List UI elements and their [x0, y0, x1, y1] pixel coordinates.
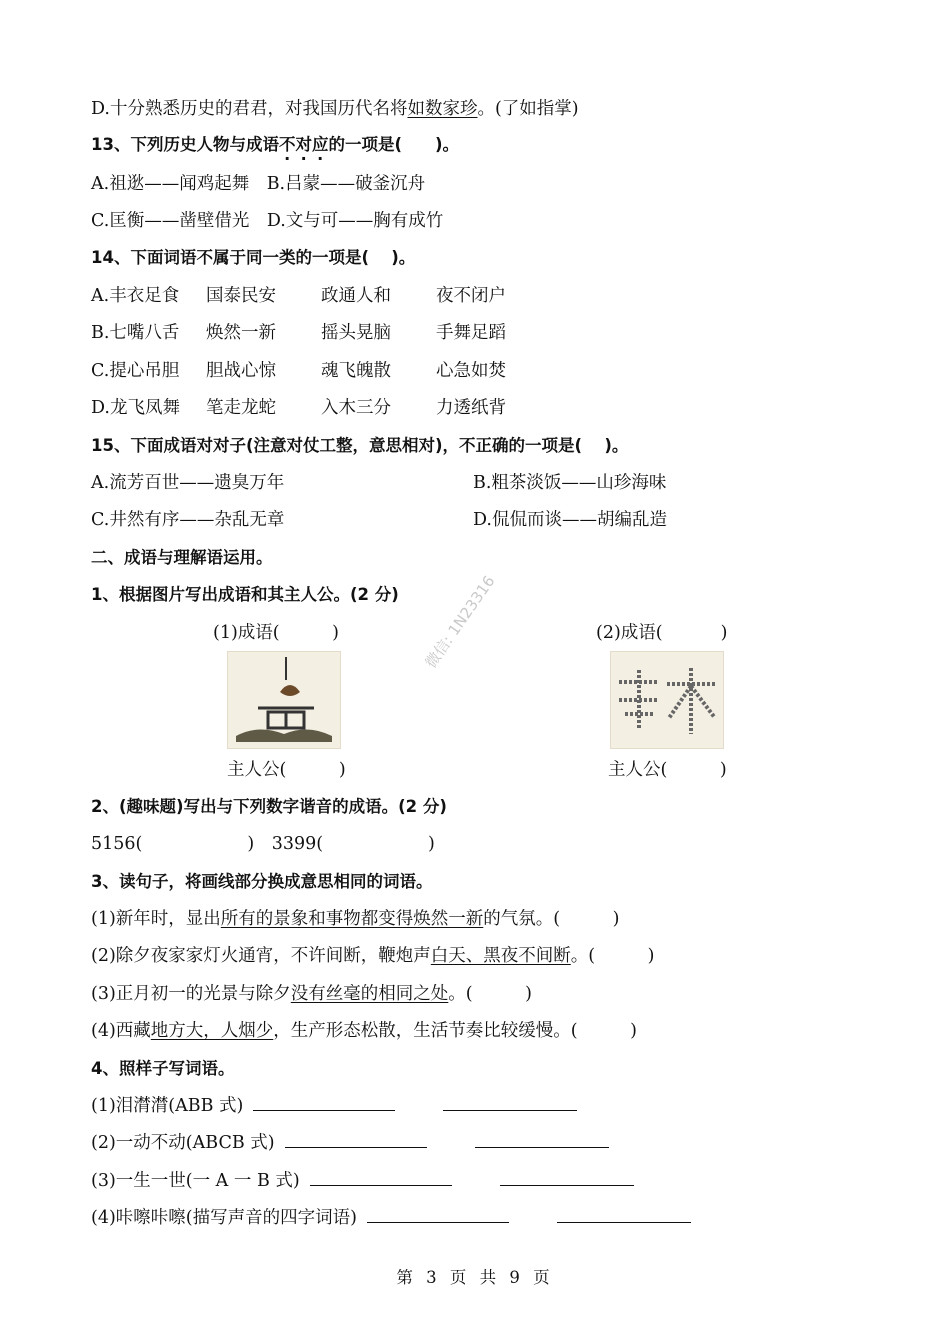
- part3-sentence-4: (4)西藏地方大，人烟少，生产形态松散，生活节奏比较缓慢。( ): [91, 1021, 637, 1041]
- picture2-label: (2)成语( ): [596, 623, 728, 643]
- idiom-picture-1: [227, 651, 341, 749]
- q15-option-b: B.粗茶淡饭——山珍海味: [473, 473, 667, 493]
- part3-sentence-3: (3)正月初一的光景与除夕没有丝毫的相同之处。( ): [91, 984, 532, 1004]
- q15-option-d: D.侃侃而谈——胡编乱造: [473, 510, 667, 530]
- answer-blank[interactable]: [500, 1171, 634, 1186]
- section-2-heading: 二、成语与理解语运用。: [91, 548, 273, 567]
- part4-row-3: (3)一生一世(一 A 一 B 式): [91, 1170, 634, 1192]
- idiom-picture-2: [610, 651, 724, 749]
- answer-blank[interactable]: [443, 1096, 577, 1111]
- part2-stem: 2、(趣味题)写出与下列数字谐音的成语。(2 分): [91, 797, 447, 816]
- answer-blank[interactable]: [285, 1133, 427, 1148]
- q14-option-c: C.提心吊胆 胆战心惊 魂飞魄散 心急如焚: [91, 361, 506, 381]
- q13-stem: 13、下列历史人物与成语不对应的一项是( )。: [91, 135, 460, 154]
- hero2-label: 主人公( ): [608, 760, 727, 780]
- picture1-label: (1)成语( ): [213, 623, 339, 643]
- watermark: 微信: 1N23316: [421, 572, 499, 672]
- part1-stem: 1、根据图片写出成语和其主人公。(2 分): [91, 585, 399, 604]
- q14-option-b: B.七嘴八舌 焕然一新 摇头晃脑 手舞足蹈: [91, 323, 506, 343]
- q14-option-a: A.丰衣足食 国泰民安 政通人和 夜不闭户: [91, 286, 506, 306]
- answer-blank[interactable]: [310, 1171, 452, 1186]
- answer-blank[interactable]: [253, 1096, 395, 1111]
- q14-stem: 14、下面词语不属于同一类的一项是( )。: [91, 248, 416, 267]
- q13-options-cd: C.匡衡——凿壁借光 D.文与可——胸有成竹: [91, 211, 444, 231]
- part3-sentence-1: (1)新年时，显出所有的景象和事物都变得焕然一新的气氛。( ): [91, 909, 620, 929]
- q12-option-d: D.十分熟悉历史的君君，对我国历代名将如数家珍。(了如指掌): [91, 99, 579, 119]
- page-footer: 第 3 页 共 9 页: [396, 1268, 554, 1287]
- part4-stem: 4、照样子写词语。: [91, 1059, 235, 1078]
- answer-blank[interactable]: [367, 1208, 509, 1223]
- q15-option-a: A.流芳百世——遗臭万年: [91, 473, 285, 493]
- part4-row-2: (2)一动不动(ABCB 式): [91, 1132, 609, 1154]
- q13-options-ab: A.祖逖——闻鸡起舞 B.吕蒙——破釜沉舟: [91, 174, 426, 194]
- part4-row-1: (1)泪潸潸(ABB 式): [91, 1095, 577, 1117]
- q15-option-c: C.井然有序——杂乱无章: [91, 510, 285, 530]
- q14-option-d: D.龙飞凤舞 笔走龙蛇 入木三分 力透纸背: [91, 398, 506, 418]
- answer-blank[interactable]: [557, 1208, 691, 1223]
- answer-blank[interactable]: [475, 1133, 609, 1148]
- q15-stem: 15、下面成语对对子(注意对仗工整，意思相对)，不正确的一项是( )。: [91, 436, 629, 455]
- hero1-label: 主人公( ): [227, 760, 346, 780]
- part3-stem: 3、读句子，将画线部分换成意思相同的词语。: [91, 872, 433, 891]
- part3-sentence-2: (2)除夕夜家家灯火通宵，不许间断，鞭炮声白天、黑夜不间断。( ): [91, 946, 655, 966]
- part4-row-4: (4)咔嚓咔嚓(描写声音的四字词语): [91, 1207, 691, 1229]
- part2-numbers: 5156( ) 3399( ): [91, 834, 435, 854]
